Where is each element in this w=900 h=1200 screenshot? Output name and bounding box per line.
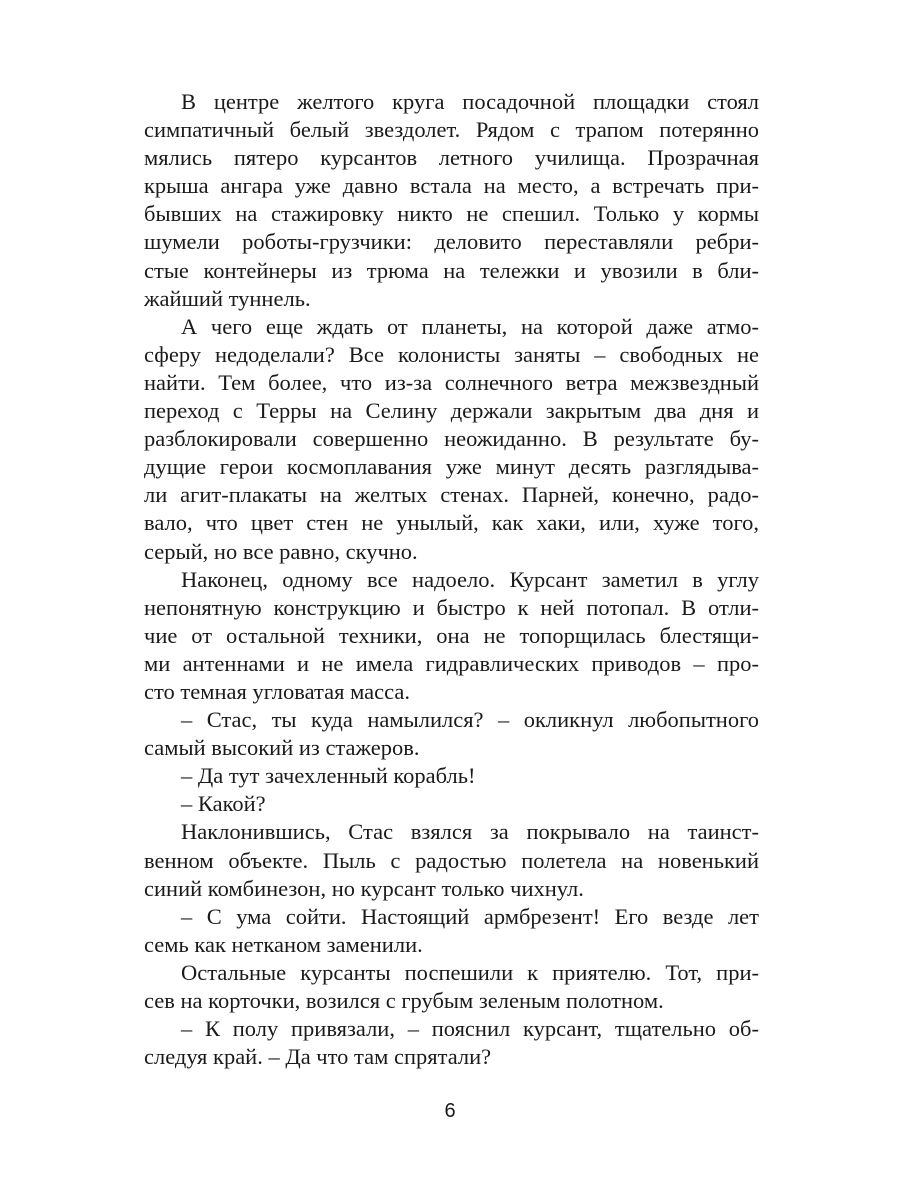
paragraph-5 [144,762,759,790]
text-line: переход с Терры на Селину держали закрытым два дня и [144,398,759,424]
paragraph-10 [144,1015,759,1071]
text-line: – Какой? [181,791,266,817]
text-line: В центре желтого круга посадочной площадки стоял [181,89,759,114]
text-line: разблокировали совершенно неожиданно. В результате бу- [144,426,759,452]
paragraph-7 [144,818,759,902]
body-text [144,88,759,1071]
text-line: сев на корточки, возился с грубым зеленым полотном. [144,988,664,1013]
text-line: семь как нетканом заменили. [144,931,423,957]
text-line: Остальные курсанты поспешили к приятелю. Тот, при- [181,959,759,985]
text-line: сто темная угловатая масса. [144,678,411,704]
text-line: – С ума сойти. Настоящий армбрезент! Его везде лет [181,903,759,929]
text-line: бывших на стажировку никто не спешил. Только у кормы [144,201,759,227]
text-line: А чего еще ждать от планеты, на которой даже атмо- [181,313,759,339]
paragraph-3 [144,566,759,706]
text-line: Наклонившись, Стас взялся за покрывало на таинст- [181,819,759,845]
text-line: дущие герои космоплавания уже минут десять разглядыва- [144,454,759,480]
text-line: – Стас, ты куда намылился? – окликнул любопытного [181,707,759,733]
text-line: Наконец, одному все надоело. Курсант заметил в углу [181,566,759,592]
text-line: сферу недоделали? Все колонисты заняты – свободных не [144,341,759,367]
text-line: серый, но все равно, скучно. [144,538,418,564]
page-number: 6 [444,1100,456,1122]
text-line: стые контейнеры из трюма на тележки и увозили в бли- [144,257,759,283]
text-line: найти. Тем более, что из-за солнечного ветра межзвездный [144,369,759,395]
text-line: крыша ангара уже давно встала на место, а встречать при- [144,173,759,199]
text-line: – К полу привязали, – пояснил курсант, тщательно об- [181,1016,759,1042]
paragraph-4 [144,706,759,762]
text-line: венном объекте. Пыль с радостью полетела на новенький [144,847,759,873]
text-line: следуя край. – Да что там спрятали? [144,1044,492,1070]
text-line: непонятную конструкцию и быстро к ней потопал. В отли- [144,594,759,620]
paragraph-8 [144,903,759,959]
paragraph-9 [144,959,759,1015]
paragraph-6 [144,790,759,818]
paragraph-1 [144,88,759,313]
text-line: чие от остальной техники, она не топорщилась блестящи- [144,622,759,648]
text-line: жайший туннель. [144,285,311,311]
text-line: самый высокий из стажеров. [144,735,420,761]
text-line: вало, что цвет стен не унылый, как хаки, или, хуже того, [144,510,759,536]
paragraph-2 [144,313,759,566]
text-line: мялись пятеро курсантов летного училища. Прозрачная [144,145,759,171]
text-line: шумели роботы-грузчики: деловито переставляли ребри- [144,229,759,255]
text-line: симпатичный белый звездолет. Рядом с трапом потерянно [144,117,759,143]
text-line: синий комбинезон, но курсант только чихнул. [144,875,584,901]
text-line: – Да тут зачехленный корабль! [181,763,476,789]
text-line: ми антеннами и не имела гидравлических приводов – про- [144,650,759,676]
text-line: ли агит-плакаты на желтых стенах. Парней, конечно, радо- [144,482,759,508]
